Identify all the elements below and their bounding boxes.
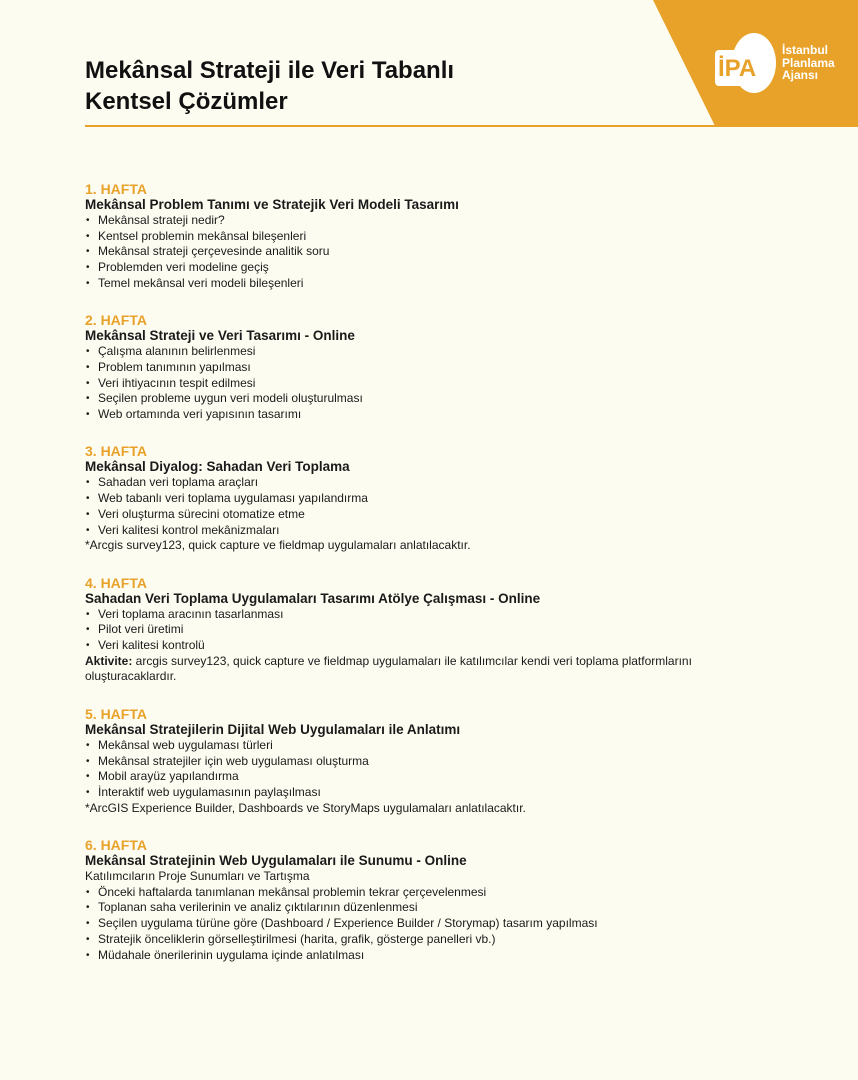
list-item: • Seçilen probleme uygun veri modeli oluşturulması: [85, 391, 785, 407]
list-item: • Veri kalitesi kontrolü: [85, 638, 785, 654]
list-item: • Temel mekânsal veri modeli bileşenleri: [85, 276, 785, 292]
week-section: [85, 575, 785, 686]
week-label: 3. HAFTA: [85, 443, 147, 460]
list-item: • Problem tanımının yapılması: [85, 360, 785, 376]
week-label: 2. HAFTA: [85, 312, 147, 329]
topic-list: [85, 885, 785, 964]
list-item: • Mekânsal web uygulaması türleri: [85, 738, 785, 754]
list-item: • Mekânsal stratejiler için web uygulaması oluşturma: [85, 754, 785, 770]
page-title: Mekânsal Strateji ile Veri Tabanlı Kentsel Çözümler: [85, 57, 455, 115]
list-item: • Web ortamında veri yapısının tasarımı: [85, 407, 785, 423]
list-item: • Problemden veri modeline geçiş: [85, 260, 785, 276]
list-item: • Çalışma alanının belirlenmesi: [85, 344, 785, 360]
week-label: 1. HAFTA: [85, 181, 147, 197]
svg-text:İPA: İPA: [718, 55, 757, 82]
topic-list: [85, 738, 785, 801]
week-intro: Katılımcıların Proje Sunumları ve Tartışma: [85, 869, 310, 884]
list-item: • Pilot veri üretimi: [85, 622, 785, 638]
syllabus: [85, 181, 785, 984]
week-section: [85, 181, 785, 292]
week-title: Mekânsal Stratejinin Web Uygulamaları ile Sunumu - Online: [85, 853, 467, 869]
week-label: 6. HAFTA: [85, 837, 147, 854]
title-divider: [85, 125, 858, 127]
list-item: • Mobil arayüz yapılandırma: [85, 769, 785, 785]
list-item: • İnteraktif web uygulamasının paylaşılması: [85, 785, 785, 801]
week-label: 5. HAFTA: [85, 705, 147, 722]
list-item: • Mekânsal strateji nedir?: [85, 213, 785, 229]
list-item: • Veri ihtiyacının tespit edilmesi: [85, 376, 785, 392]
week-note: *ArcGIS Experience Builder, Dashboards ve StoryMaps uygulamaları anlatılacaktır.: [85, 800, 526, 815]
list-item: • Mekânsal strateji çerçevesinde analitik soru: [85, 244, 785, 260]
activity-note: Aktivite: arcgis survey123, quick capture ve fieldmap uygulamaları ile katılımcılar kendi veri toplama platformlarını oluşturacaklardır.: [85, 653, 692, 684]
logo-text: İstanbul Planlama Ajansı: [782, 43, 835, 82]
list-item: • Seçilen uygulama türüne göre (Dashboard / Experience Builder / Storymap) tasarım yapılması: [85, 916, 785, 932]
list-item: • Sahadan veri toplama araçları: [85, 475, 785, 491]
list-item: • Veri oluşturma sürecini otomatize etme: [85, 507, 785, 523]
week-title: Sahadan Veri Toplama Uygulamaları Tasarımı Atölye Çalışması - Online: [85, 590, 541, 606]
week-section: [85, 443, 785, 554]
topic-list: [85, 475, 785, 538]
week-title: Mekânsal Diyalog: Sahadan Veri Toplama: [85, 459, 350, 475]
topic-list: [85, 344, 785, 423]
list-item: • Kentsel problemin mekânsal bileşenleri: [85, 229, 785, 245]
week-section: [85, 312, 785, 423]
week-title: Mekânsal Stratejilerin Dijital Web Uygulamaları ile Anlatımı: [85, 721, 461, 737]
week-label: 4. HAFTA: [85, 574, 147, 591]
topic-list: [85, 607, 785, 654]
week-section: [85, 837, 785, 963]
list-item: • Veri toplama aracının tasarlanması: [85, 607, 785, 623]
list-item: • Veri kalitesi kontrol mekânizmaları: [85, 523, 785, 539]
list-item: • Müdahale önerilerinin uygulama içinde anlatılması: [85, 948, 785, 964]
week-title: Mekânsal Problem Tanımı ve Stratejik Veri Modeli Tasarımı: [85, 197, 459, 212]
list-item: • Önceki haftalarda tanımlanan mekânsal problemin tekrar çerçevelenmesi: [85, 885, 785, 901]
list-item: • Stratejik önceliklerin görselleştirilmesi (harita, grafik, gösterge panelleri vb.): [85, 932, 785, 948]
week-section: [85, 706, 785, 817]
list-item: • Toplanan saha verilerinin ve analiz çıktılarının düzenlenmesi: [85, 900, 785, 916]
list-item: • Web tabanlı veri toplama uygulaması yapılandırma: [85, 491, 785, 507]
week-title: Mekânsal Strateji ve Veri Tasarımı - Online: [85, 328, 355, 344]
week-note: *Arcgis survey123, quick capture ve fieldmap uygulamaları anlatılacaktır.: [85, 538, 471, 553]
topic-list: [85, 213, 785, 292]
ipa-logo-mark: [712, 30, 782, 96]
